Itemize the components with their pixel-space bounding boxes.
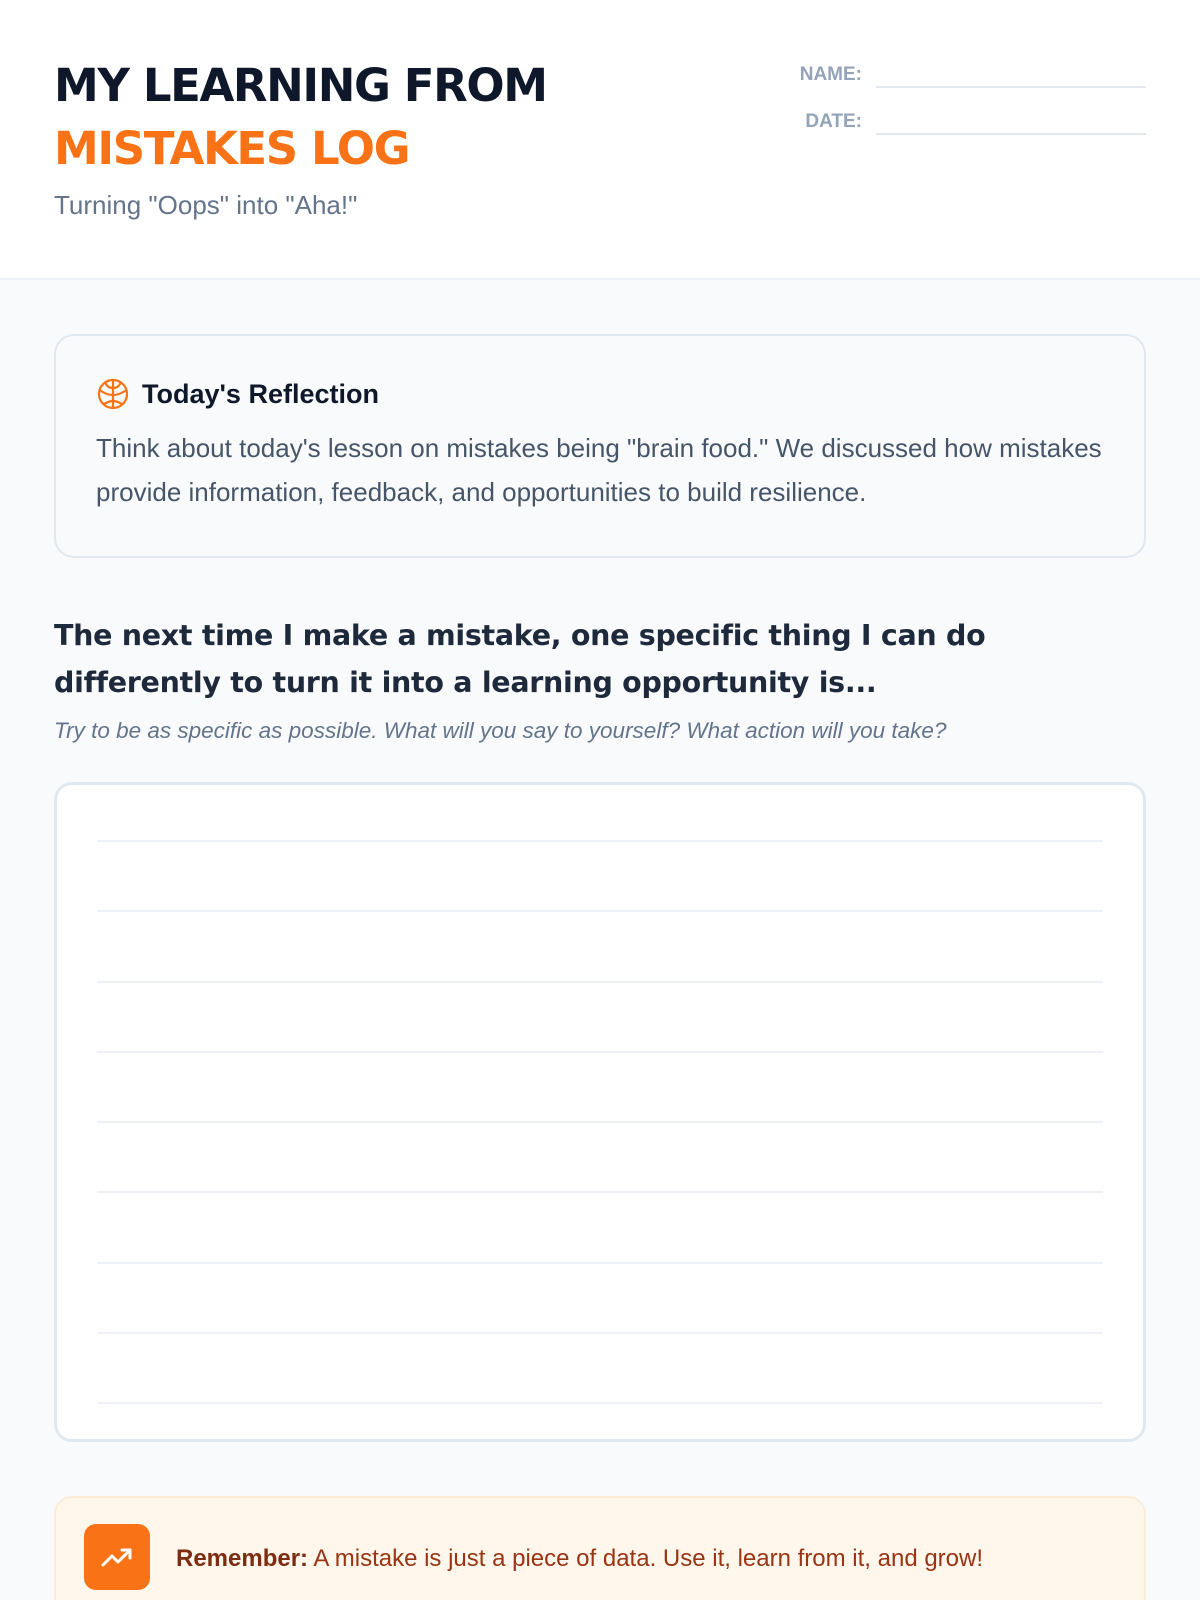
student-info xyxy=(796,56,1146,150)
remember-label: Remember: xyxy=(176,1545,309,1572)
writing-line xyxy=(97,1121,1103,1123)
date-row xyxy=(796,103,1146,135)
reflection-card xyxy=(54,334,1146,558)
remember-banner xyxy=(54,1496,1146,1600)
writing-line xyxy=(97,910,1103,912)
writing-line xyxy=(97,1332,1103,1334)
trending-up-icon xyxy=(84,1524,150,1590)
answer-writing-area[interactable] xyxy=(54,782,1146,1442)
reflection-title: Today's Reflection xyxy=(142,378,379,409)
name-field[interactable] xyxy=(876,58,1146,88)
writing-line xyxy=(97,1402,1103,1404)
reflection-header xyxy=(96,376,1104,412)
remember-message: A mistake is just a piece of data. Use it, learn from it, and grow! xyxy=(308,1545,984,1572)
worksheet-header xyxy=(0,0,1200,280)
prompt-heading: The next time I make a mistake, one specific thing I can do differently to turn it into a learning opportunity is... xyxy=(54,619,986,699)
writing-line xyxy=(97,1191,1103,1193)
name-row xyxy=(796,56,1146,88)
writing-line xyxy=(97,840,1103,842)
worksheet-body xyxy=(0,280,1200,1600)
page-subtitle: Turning "Oops" into "Aha!" xyxy=(54,190,358,220)
writing-line xyxy=(97,981,1103,983)
name-label: NAME: xyxy=(799,64,862,85)
remember-text xyxy=(176,1545,983,1573)
date-field[interactable] xyxy=(876,105,1146,135)
page-title-line-1: MY LEARNING FROM xyxy=(54,59,547,112)
prompt-hint: Try to be as specific as possible. What will you say to yourself? What action will you take? xyxy=(54,718,947,743)
brain-icon xyxy=(96,377,130,411)
reflection-text: Think about today's lesson on mistakes being "brain food." We discussed how mistakes provide information, feedback, and opportunities to build resilience. xyxy=(96,433,1102,507)
writing-line xyxy=(97,1051,1103,1053)
page-title-line-2: MISTAKES LOG xyxy=(54,122,410,175)
writing-line xyxy=(97,1262,1103,1264)
date-label: DATE: xyxy=(805,111,862,132)
